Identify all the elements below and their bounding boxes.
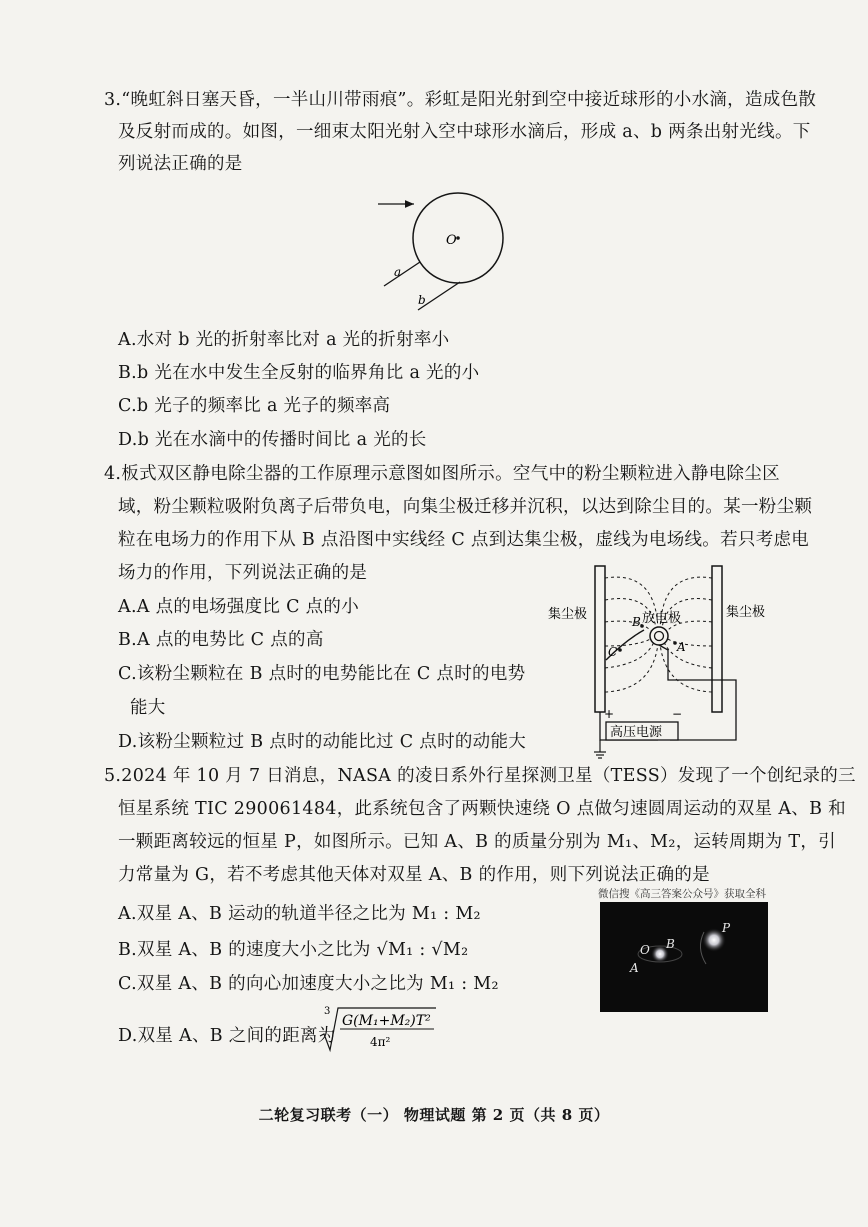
option-d-formula (318, 1004, 438, 1056)
water-drop-figure (370, 182, 520, 314)
q4-option-d: D.该粉尘颗粒过 B 点时的动能比过 C 点时的动能大 (118, 732, 527, 752)
q3-stem-line-3: 列说法正确的是 (118, 154, 243, 174)
page-footer: 二轮复习联考（一） 物理试题 第 2 页（共 8 页） (258, 1106, 610, 1124)
q4-stem-line-2: 域，粉尘颗粒吸附负离子后带负电，向集尘极迁移并沉积，以达到除尘目的。某一粉尘颗 (118, 497, 813, 517)
q5-option-c: C.双星 A、B 的向心加速度大小之比为 M₁ : M₂ (118, 974, 499, 994)
point-c-label: C (608, 645, 618, 659)
q5-stem-line-3: 一颗距离较远的恒星 P，如图所示。已知 A、B 的质量分别为 M₁、M₂，运转周期为 T，引 (118, 832, 836, 852)
star-system-image (600, 902, 768, 1012)
left-plate-label: 集尘极 (548, 607, 588, 622)
q4-stem-line-1: 4.板式双区静电除尘器的工作原理示意图如图所示。空气中的粉尘颗粒进入静电除尘区 (104, 464, 780, 484)
point-b-label: B (632, 615, 641, 629)
q5-stem-line-2: 恒星系统 TIC 290061484，此系统包含了两颗快速绕 O 点做匀速圆周运动的双星 A、B 和 (118, 799, 846, 819)
q4-option-c-cont: 能大 (130, 698, 166, 718)
q5-option-d: D.双星 A、B 之间的距离为 (118, 1026, 336, 1046)
left-collector-plate (595, 566, 605, 712)
q3-stem-line-1: 3.“晚虹斜日塞天昏，一半山川带雨痕”。彩虹是阳光射到空中接近球形的小水滴，造成色散 (104, 90, 817, 110)
q5-option-a: A.双星 A、B 运动的轨道半径之比为 M₁ : M₂ (118, 904, 481, 924)
photo-label-p: P (722, 921, 731, 935)
point-a-label: A (677, 640, 686, 654)
minus-terminal: − (672, 707, 683, 721)
q5-stem-line-1: 5.2024 年 10 月 7 日消息，NASA 的凌日系外行星探测卫星（TESS）发现了一个创纪录的三 (104, 766, 856, 786)
q4-stem-line-3: 粒在电场力的作用下从 B 点沿图中实线经 C 点到达集尘极，虚线为电场线。若只考虑电 (118, 530, 810, 550)
q4-stem-line-4: 场力的作用，下列说法正确的是 (118, 563, 368, 583)
center-label: O (446, 233, 457, 248)
photo-label-a: A (630, 961, 639, 975)
plus-terminal: + (604, 707, 615, 721)
ray-b-label: b (418, 293, 426, 307)
q3-option-c: C.b 光子的频率比 a 光子的频率高 (118, 396, 391, 416)
q3-option-a: A.水对 b 光的折射率比对 a 光的折射率小 (118, 330, 450, 350)
precipitator-figure (540, 560, 780, 760)
q4-option-b: B.A 点的电势比 C 点的高 (118, 630, 324, 650)
q3-option-d: D.b 光在水滴中的传播时间比 a 光的长 (118, 430, 427, 450)
right-collector-plate (712, 566, 722, 712)
formula-numerator: G(M₁+M₂)T² (342, 1013, 431, 1029)
star-system-photo (600, 902, 768, 1012)
q4-option-a: A.A 点的电场强度比 C 点的小 (118, 597, 360, 617)
q4-option-c: C.该粉尘颗粒在 B 点时的电势能比在 C 点时的电势 (118, 664, 526, 684)
formula-denominator: 4π² (370, 1035, 391, 1049)
ray-a-label: a (394, 265, 402, 279)
q3-option-b: B.b 光在水中发生全反射的临界角比 a 光的小 (118, 363, 480, 383)
point-c (618, 648, 622, 652)
q3-stem-line-2: 及反射而成的。如图，一细束太阳光射入空中球形水滴后，形成 a、b 两条出射光线。下 (118, 122, 811, 142)
watermark-text: 微信搜《高三答案公众号》获取全科 (598, 888, 766, 900)
discharge-electrode (650, 627, 668, 645)
q5-option-b: B.双星 A、B 的速度大小之比为 √M₁ : √M₂ (118, 940, 469, 960)
photo-label-b: B (666, 937, 675, 951)
q5-stem-line-4: 力常量为 G，若不考虑其他天体对双星 A、B 的作用，则下列说法正确的是 (118, 865, 710, 885)
center-point (456, 236, 460, 240)
electrode-label: 放电极 (642, 611, 682, 626)
supply-label: 高压电源 (610, 725, 663, 740)
root-index: 3 (324, 1006, 331, 1017)
photo-label-o: O (640, 943, 650, 957)
right-plate-label: 集尘极 (726, 605, 766, 620)
ray-a (384, 262, 420, 286)
